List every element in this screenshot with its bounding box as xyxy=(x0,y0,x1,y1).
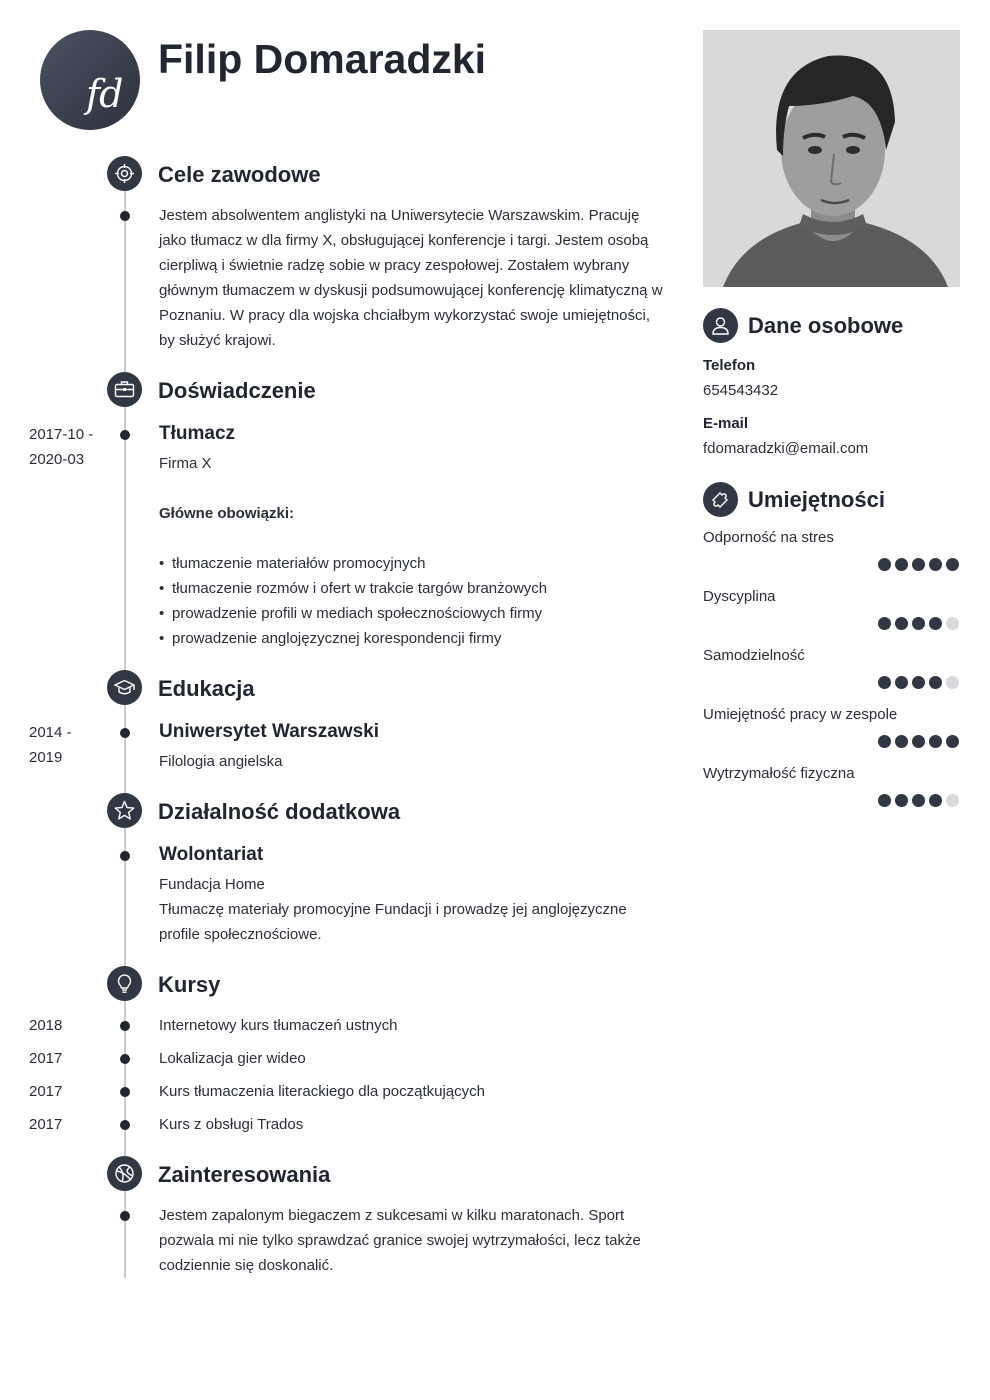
timeline-dot xyxy=(120,211,130,221)
experience-company: Firma X xyxy=(159,455,212,472)
timeline-dot xyxy=(120,1087,130,1097)
education-date-start: 2014 - xyxy=(29,724,72,741)
experience-date-start: 2017-10 - xyxy=(29,426,94,443)
education-date-end: 2019 xyxy=(29,749,63,766)
education-school: Uniwersytet Warszawski xyxy=(159,721,379,742)
section-title-interests: Zainteresowania xyxy=(158,1162,331,1187)
skill-name: Odporność na stres xyxy=(703,529,834,546)
skill-rating xyxy=(878,676,959,689)
interests-text: Jestem zapalonym biegaczem z sukcesami w kilku maratonach. Sport pozwala mi nie tylko sprawdzać granice swojej wytrzymałości, lecz także codziennie się doskonalić. xyxy=(159,1207,641,1274)
experience-date-end: 2020-03 xyxy=(29,451,85,468)
rating-dot-filled xyxy=(895,794,908,807)
course-year: 2018 xyxy=(29,1017,63,1034)
candidate-name: Filip Domaradzki xyxy=(158,36,487,82)
rating-dot-filled xyxy=(878,617,891,630)
section-title-courses: Kursy xyxy=(158,972,221,997)
rating-dot-filled xyxy=(929,617,942,630)
skill-name: Umiejętność pracy w zespole xyxy=(703,706,898,723)
star-icon xyxy=(107,793,142,828)
timeline-dot xyxy=(120,728,130,738)
rating-dot-filled xyxy=(878,676,891,689)
rating-dot-filled xyxy=(878,558,891,571)
rating-dot-filled xyxy=(929,676,942,689)
rating-dot-filled xyxy=(895,558,908,571)
phone-value: 654543432 xyxy=(703,382,779,399)
rating-dot-filled xyxy=(929,558,942,571)
course-year: 2017 xyxy=(29,1050,63,1067)
list-item: • tłumaczenie rozmów i ofert w trakcie targów branżowych xyxy=(159,576,659,601)
duties-label: Główne obowiązki: xyxy=(159,505,295,522)
skill-rating xyxy=(878,735,959,748)
puzzle-icon xyxy=(703,482,738,517)
rating-dot-filled xyxy=(895,676,908,689)
lightbulb-icon xyxy=(107,966,142,1001)
timeline-dot xyxy=(120,430,130,440)
timeline-dot xyxy=(120,1211,130,1221)
email-label: E-mail xyxy=(703,415,749,432)
rating-dot-filled xyxy=(946,558,959,571)
section-title-skills: Umiejętności xyxy=(748,487,885,512)
course-name: Internetowy kurs tłumaczeń ustnych xyxy=(159,1017,398,1034)
skill-name: Wytrzymałość fizyczna xyxy=(703,765,855,782)
experience-position: Tłumacz xyxy=(159,423,236,444)
briefcase-icon xyxy=(107,372,142,407)
rating-dot-filled xyxy=(912,735,925,748)
course-name: Kurs tłumaczenia literackiego dla początkujących xyxy=(159,1083,485,1100)
rating-dot-filled xyxy=(912,794,925,807)
course-name: Lokalizacja gier wideo xyxy=(159,1050,306,1067)
phone-label: Telefon xyxy=(703,357,756,374)
list-item: • prowadzenie profili w mediach społecznościowych firmy xyxy=(159,601,659,626)
target-icon xyxy=(107,156,142,191)
timeline-dot xyxy=(120,1054,130,1064)
rating-dot-filled xyxy=(929,735,942,748)
email-value: fdomaradzki@email.com xyxy=(703,440,869,457)
skill-rating xyxy=(878,617,959,630)
goals-text: Jestem absolwentem anglistyki na Uniwersytecie Warszawskim. Pracuję jako tłumacz w dla firmy X, obsługującej konferencje i targi. Jestem osobą cierpliwą i świetnie radzę sobie w pracy zespołowej. Zostałem wybrany głównym tłumaczem w dyskusji podsumowującej konferencję klimatyczną w Poznaniu. W pracy dla wojska chciałbym wykorzystać swoje umiejętności, by służyć krajowi. xyxy=(159,207,663,349)
graduation-cap-icon xyxy=(107,670,142,705)
rating-dot-filled xyxy=(895,735,908,748)
activity-organization: Fundacja Home xyxy=(159,876,265,893)
rating-dot-filled xyxy=(912,676,925,689)
rating-dot-filled xyxy=(878,735,891,748)
education-field: Filologia angielska xyxy=(159,753,283,770)
basketball-icon xyxy=(107,1156,142,1191)
duties-list xyxy=(159,551,659,651)
rating-dot-filled xyxy=(912,617,925,630)
course-name: Kurs z obsługi Trados xyxy=(159,1116,304,1133)
rating-dot-empty xyxy=(946,794,959,807)
skill-rating xyxy=(878,794,959,807)
rating-dot-filled xyxy=(946,735,959,748)
rating-dot-filled xyxy=(878,794,891,807)
rating-dot-empty xyxy=(946,676,959,689)
course-year: 2017 xyxy=(29,1083,63,1100)
skill-name: Dyscyplina xyxy=(703,588,776,605)
timeline-dot xyxy=(120,1120,130,1130)
timeline-dot xyxy=(120,1021,130,1031)
monogram-logo xyxy=(40,30,140,130)
list-item: • prowadzenie anglojęzycznej korespondencji firmy xyxy=(159,626,659,651)
monogram-text: fd xyxy=(86,72,123,116)
rating-dot-filled xyxy=(929,794,942,807)
rating-dot-filled xyxy=(895,617,908,630)
rating-dot-filled xyxy=(912,558,925,571)
list-item: • tłumaczenie materiałów promocyjnych xyxy=(159,551,659,576)
section-title-experience: Doświadczenie xyxy=(158,378,316,403)
skill-rating xyxy=(878,558,959,571)
course-year: 2017 xyxy=(29,1116,63,1133)
activity-role: Wolontariat xyxy=(159,844,264,865)
section-title-education: Edukacja xyxy=(158,676,255,701)
profile-photo xyxy=(703,30,960,287)
timeline-dot xyxy=(120,851,130,861)
person-icon xyxy=(703,308,738,343)
activity-description: Tłumaczę materiały promocyjne Fundacji i prowadzę jej anglojęzyczne profile społecznościowe. xyxy=(159,901,627,943)
rating-dot-empty xyxy=(946,617,959,630)
section-title-goals: Cele zawodowe xyxy=(158,162,321,187)
section-title-activities: Działalność dodatkowa xyxy=(158,799,401,824)
skill-name: Samodzielność xyxy=(703,647,805,664)
section-title-personal: Dane osobowe xyxy=(748,313,904,338)
